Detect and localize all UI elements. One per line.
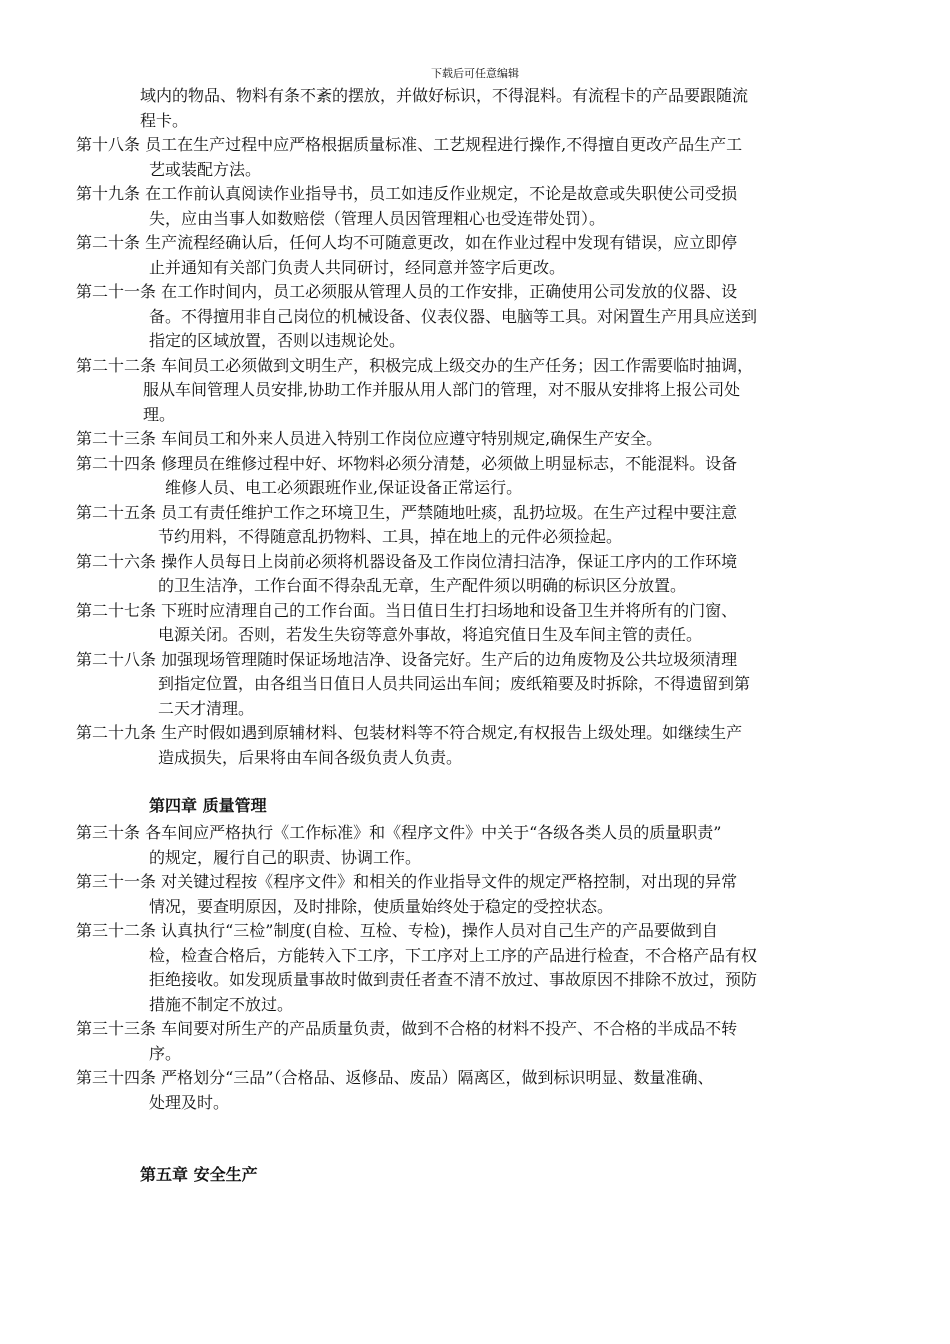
article-19 xyxy=(0,182,950,231)
article-33 xyxy=(0,1017,950,1066)
text-line: 第十八条 员工在生产过程中应严格根据质量标准、工艺规程进行操作,不得擅自更改产品生产工 xyxy=(76,135,743,154)
article-17-continuation xyxy=(0,84,950,133)
article-27 xyxy=(0,599,950,648)
text-line: 节约用料，不得随意乱扔物料、工具，掉在地上的元件必须捡起。 xyxy=(158,527,623,546)
text-line: 第二十五条 员工有责任维护工作之环境卫生，严禁随地吐痰，乱扔垃圾。在生产过程中要注意 xyxy=(76,502,738,522)
text-line: 第二十一条 在工作时间内，员工必须服从管理人员的工作安排，正确使用公司发放的仪器、设 xyxy=(76,282,738,301)
article-22 xyxy=(0,354,950,428)
text-line: 止并通知有关部门负责人共同研讨，经同意并签字后更改。 xyxy=(149,257,566,277)
text-line: 序。 xyxy=(149,1043,182,1063)
text-line: 第三十条 各车间应严格执行《工作标准》和《程序文件》中关于“各级各类人员的质量职责” xyxy=(76,823,722,842)
page-header-note: 下载后可任意编辑 xyxy=(431,67,519,80)
text-line: 第二十四条 修理员在维修过程中好、坏物料必须分清楚，必须做上明显标志，不能混料。设备 xyxy=(76,453,738,473)
text-line: 备。不得擅用非自己岗位的机械设备、仪表仪器、电脑等工具。对闲置生产用具应送到 xyxy=(149,306,758,326)
text-line: 第二十七条 下班时应清理自己的工作台面。当日值日生打扫场地和设备卫生并将所有的门窗、 xyxy=(76,600,738,620)
article-30 xyxy=(0,821,950,870)
document-body xyxy=(0,84,950,1187)
text-line: 的卫生洁净，工作台面不得杂乱无章，生产配件须以明确的标识区分放置。 xyxy=(158,576,687,595)
text-line: 造成损失，后果将由车间各级负责人负责。 xyxy=(158,747,463,767)
article-34 xyxy=(0,1066,950,1115)
article-24 xyxy=(0,452,950,501)
article-23 xyxy=(0,427,950,452)
text-line: 第十九条 在工作前认真阅读作业指导书，员工如违反作业规定，不论是故意或失职使公司受损 xyxy=(76,184,738,203)
text-line: 维修人员、电工必须跟班作业,保证设备正常运行。 xyxy=(165,478,523,497)
text-line: 第三十二条 认真执行“三检”制度(自检、互检、专检)，操作人员对自己生产的产品要做到自 xyxy=(76,921,718,940)
article-26 xyxy=(0,550,950,599)
article-29 xyxy=(0,721,950,770)
article-31 xyxy=(0,870,950,919)
text-line: 第二十九条 生产时假如遇到原辅材料、包装材料等不符合规定,有权报告上级处理。如继续生产 xyxy=(76,723,743,742)
text-line: 处理及时。 xyxy=(149,1092,230,1112)
text-line: 第三十一条 对关键过程按《程序文件》和相关的作业指导文件的规定严格控制，对出现的异常 xyxy=(76,872,738,891)
text-line: 艺或装配方法。 xyxy=(149,159,262,179)
text-line: 域内的物品、物料有条不紊的摆放，并做好标识，不得混料。有流程卡的产品要跟随流 xyxy=(140,86,749,105)
text-line: 拒绝接收。如发现质量事故时做到责任者查不清不放过、事故原因不排除不放过，预防 xyxy=(149,970,758,989)
text-line: 第二十八条 加强现场管理随时保证场地洁净、设备完好。生产后的边角废物及公共垃圾须清理 xyxy=(76,649,738,669)
text-line: 失，应由当事人如数赔偿（管理人员因管理粗心也受连带处罚）。 xyxy=(149,208,606,228)
article-28 xyxy=(0,648,950,722)
text-line: 到指定位置，由各组当日值日人员共同运出车间；废纸箱要及时拆除，不得遗留到第 xyxy=(158,674,751,693)
article-18 xyxy=(0,133,950,182)
text-line: 第二十条 生产流程经确认后，任何人均不可随意更改，如在作业过程中发现有错误，应立即停 xyxy=(76,233,738,252)
article-25 xyxy=(0,501,950,550)
text-line: 第三十三条 车间要对所生产的产品质量负责，做到不合格的材料不投产、不合格的半成品不转 xyxy=(76,1019,738,1038)
article-32 xyxy=(0,919,950,1017)
text-line: 第二十三条 车间员工和外来人员进入特别工作岗位应遵守特别规定,确保生产安全。 xyxy=(76,429,663,448)
text-line: 二天才清理。 xyxy=(158,698,255,718)
article-21 xyxy=(0,280,950,354)
article-20 xyxy=(0,231,950,280)
text-line: 服从车间管理人员安排,协助工作并服从用人部门的管理，对不服从安排将上报公司处 xyxy=(143,380,741,399)
text-line: 指定的区域放置，否则以违规论处。 xyxy=(149,331,406,350)
text-line: 电源关闭。否则，若发生失窃等意外事故，将追究值日生及车间主管的责任。 xyxy=(158,625,703,644)
chapter-4-heading: 第四章 质量管理 xyxy=(149,796,267,815)
text-line: 第二十二条 车间员工必须做到文明生产，积极完成上级交办的生产任务；因工作需要临时抽调， xyxy=(76,355,754,375)
text-line: 第三十四条 严格划分“三品”（合格品、返修品、废品）隔离区，做到标识明显、数量准确、 xyxy=(76,1068,714,1087)
text-line: 理。 xyxy=(143,404,176,424)
text-line: 的规定，履行自己的职责、协调工作。 xyxy=(149,847,422,867)
text-line: 第二十六条 操作人员每日上岗前必须将机器设备及工作岗位清扫洁净，保证工序内的工作环境 xyxy=(76,551,738,571)
chapter-5-heading: 第五章 安全生产 xyxy=(140,1165,258,1184)
text-line: 情况，要查明原因，及时排除，使质量始终处于稳定的受控状态。 xyxy=(149,896,614,916)
text-line: 检，检查合格后，方能转入下工序，下工序对上工序的产品进行检查，不合格产品有权 xyxy=(149,945,758,965)
text-line: 措施不制定不放过。 xyxy=(149,994,294,1014)
text-line: 程卡。 xyxy=(140,110,189,130)
